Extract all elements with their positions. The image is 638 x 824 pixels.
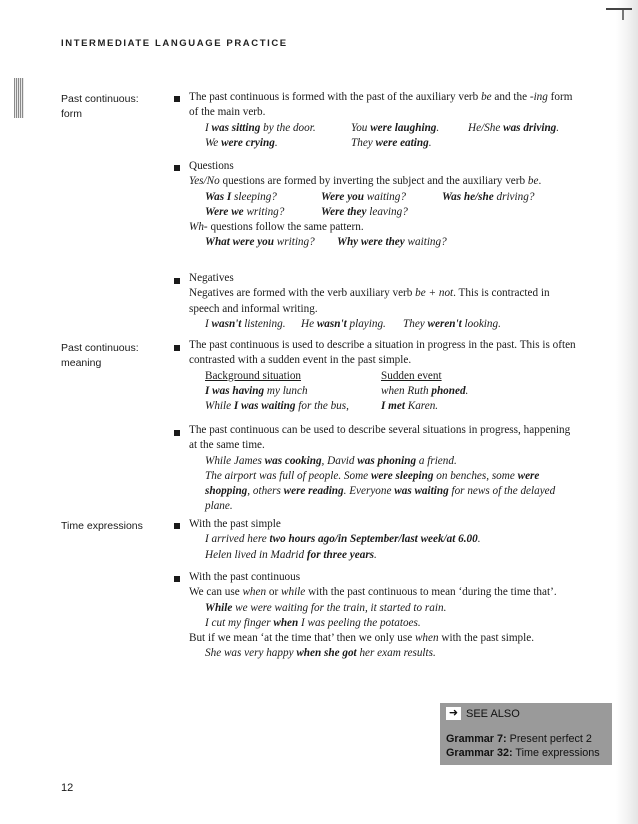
negatives-text: Negatives are formed with the verb auxiliary verb be + not. This is contracted in speech and informal writing. [189,287,550,315]
time-continuous-title: With the past continuous [189,571,301,583]
see-also-title: SEE ALSO [466,707,520,720]
questions-text: Yes/No questions are formed by inverting the subject and the auxiliary verb be. [189,175,542,188]
time-simple-block [189,517,581,563]
form-examples-row-2 [189,136,581,151]
section-label-form: Past continuous: form [61,93,139,120]
example-sentence: I wasn't listening. [205,317,286,330]
form-intro-text: The past continuous is formed with the past of the auxiliary verb be and the -ing form of the main verb. [189,91,573,119]
example-sudden: I met Karen. [381,400,439,413]
bullet-questions [174,165,180,171]
example-question: Was he/she driving? [442,190,535,203]
form-examples-row-1 [189,121,581,136]
simultaneous-example-1: While James was cooking, David was phoning a friend. [205,454,457,467]
example-sudden: when Ruth phoned. [381,384,469,397]
example-sentence: He/She was driving. [468,121,560,134]
meaning-example-row-2 [189,399,581,414]
meaning-example-row-1 [189,384,581,399]
example-sentence: We were crying. [205,136,278,149]
form-intro-block [189,90,581,151]
simultaneous-text: The past continuous can be used to describe several situations in progress, happening at the same time. [189,424,571,452]
time-simple-example-2: Helen lived in Madrid for three years. [205,548,377,561]
example-background: I was having my lunch [205,384,308,397]
time-continuous-example-2: I cut my finger when I was peeling the potatoes. [205,616,421,629]
example-sentence: They weren't looking. [403,317,501,330]
example-background: While I was waiting for the bus, [205,400,349,413]
see-also-link-grammar-7[interactable]: Grammar 7: Present perfect 2 [446,733,592,745]
wh-examples-row [189,235,581,250]
bullet-meaning [174,345,180,351]
binding-edge-mark [14,78,24,118]
meaning-text: The past continuous is used to describe a situation in progress in the past. This is often contrasted with a sudden event in the past simple. [189,339,576,367]
time-continuous-block [189,570,581,662]
time-but-example: She was very happy when she got her exam results. [205,647,436,660]
example-sentence: He wasn't playing. [301,317,386,330]
meaning-column-headers [189,369,581,384]
negatives-examples-row [189,317,581,332]
questions-title: Questions [189,160,234,172]
bullet-negatives [174,278,180,284]
meaning-block [189,338,581,414]
bullet-past-continuous [174,576,180,582]
time-continuous-text: We can use when or while with the past continuous to mean ‘during the time that’. [189,586,557,599]
corner-crop-mark [606,8,632,10]
negatives-title: Negatives [189,272,234,284]
column-header-background: Background situation [205,369,302,382]
example-sentence: I was sitting by the door. [205,121,316,134]
see-also-header [446,707,520,720]
column-header-sudden: Sudden event [381,369,442,382]
negatives-block [189,271,581,332]
example-question: Were you waiting? [321,190,406,203]
time-continuous-example-1: While we were waiting for the train, it started to rain. [205,601,447,614]
page-number: 12 [61,782,74,794]
running-header: INTERMEDIATE LANGUAGE PRACTICE [61,38,288,49]
section-label-time-expressions: Time expressions [61,520,143,532]
bullet-form-intro [174,96,180,102]
example-question: Were they leaving? [321,205,408,218]
time-simple-title: With the past simple [189,518,281,530]
questions-block [189,159,581,251]
example-question: Why were they waiting? [337,236,447,249]
example-question: What were you writing? [205,236,315,249]
example-sentence: You were laughing. [351,121,440,134]
example-question: Were we writing? [205,205,285,218]
example-question: Was I sleeping? [205,190,277,203]
wh-questions-text: Wh- questions follow the same pattern. [189,221,364,234]
time-but-text: But if we mean ‘at the time that’ then we only use when with the past simple. [189,632,534,645]
questions-examples-row-2 [189,205,581,220]
time-simple-example-1: I arrived here two hours ago/in September/last week/at 6.00. [205,533,481,546]
page-edge-shadow [616,0,638,824]
bullet-simultaneous [174,430,180,436]
simultaneous-example-2: The airport was full of people. Some were sleeping on benches, some were shopping, others were reading. Everyone was waiting for news of the delayed plane. [205,469,556,513]
corner-crop-mark-vertical [622,10,624,20]
simultaneous-block [189,423,581,515]
section-label-meaning: Past continuous: meaning [61,342,139,369]
see-also-link-grammar-32[interactable]: Grammar 32: Time expressions [446,747,600,759]
bullet-past-simple [174,523,180,529]
see-also-box [440,703,612,765]
example-sentence: They were eating. [351,136,432,149]
questions-examples-row-1 [189,190,581,205]
arrow-right-icon: ➜ [446,707,461,720]
